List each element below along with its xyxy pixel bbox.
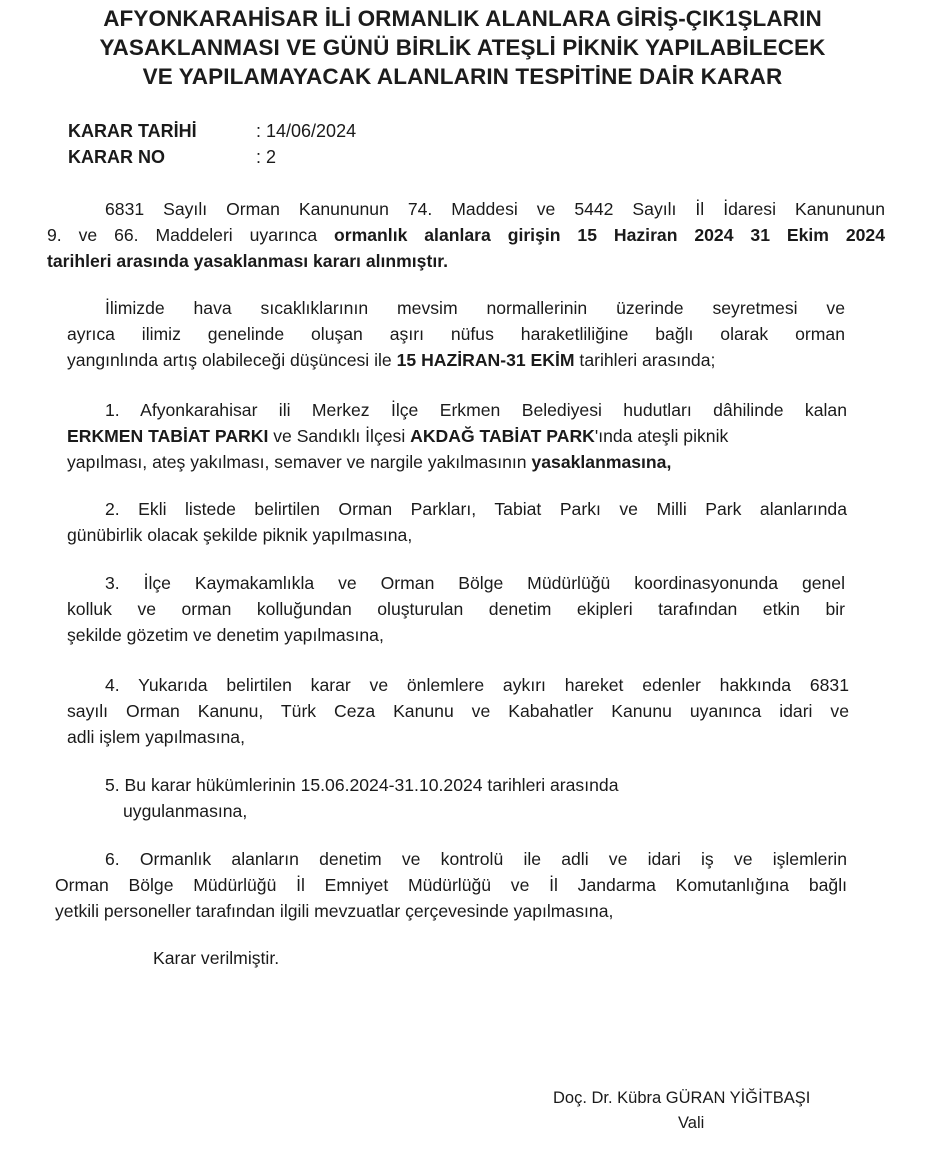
text-run: tarihleri arasında; [574,350,716,370]
highlighted-text: ERKMEN TABİAT PARKI [67,426,269,446]
item-4 [67,672,849,750]
text-line: yetkili personeller tarafından ilgili mevzuatlar çerçevesinde yapılmasına, [55,901,614,921]
title-line: YASAKLANMASI VE GÜNÜ BİRLİK ATEŞLİ PİKNİK YAPILABİLECEK [99,35,826,60]
text-run: ve Sandıklı İlçesi [268,426,411,446]
text-line: 2. Ekli listede belirtilen Orman Parkları, Tabiat Parkı ve Milli Park alanlarında [105,499,847,519]
signatory-title: Vali [678,1114,705,1132]
text-line: 5. Bu karar hükümlerinin 15.06.2024-31.10.2024 tarihleri arasında [105,775,619,795]
title-line: VE YAPILAMAYACAK ALANLARIN TESPİTİNE DAİR KARAR [142,64,783,89]
item-2 [67,496,847,548]
text-line [67,347,845,373]
text-line: günübirlik olacak şekilde piknik yapılmasına, [67,525,413,545]
text-line: ayrıca ilimiz genelinde oluşan aşırı nüfus haraketliliğine bağlı olarak orman [67,324,845,344]
text-line [47,222,885,248]
item-1 [67,397,847,475]
intro-paragraph [47,196,885,274]
highlighted-text: yasaklanmasına, [531,452,672,472]
item-3 [67,570,845,648]
highlighted-text: 15 HAZİRAN-31 EKİM [396,350,575,370]
text-line: 1. Afyonkarahisar ili Merkez İlçe Erkmen Belediyesi hudutları dâhilinde kalan [105,400,847,420]
highlighted-text: ormanlık alanlara girişin 15 Haziran 2024 31 Ekim 2024 [334,225,886,245]
highlighted-text: AKDAĞ TABİAT PARK [410,426,595,446]
text-line: uygulanmasına, [123,801,248,821]
item-5 [105,772,805,824]
text-line: şekilde gözetim ve denetim yapılmasına, [67,625,384,645]
text-line: İlimizde hava sıcaklıklarının mevsim normallerinin üzerinde seyretmesi ve [105,298,845,318]
signatory-name: Doç. Dr. Kübra GÜRAN YİĞİTBAŞI [553,1089,811,1107]
decision-date-row [68,118,356,144]
text-line: 6. Ormanlık alanların denetim ve kontrolü ile adli ve idari iş ve işlemlerin [105,849,847,869]
item-6 [55,846,847,924]
text-run: 9. ve 66. Maddeleri uyarınca [47,225,335,245]
document-title [40,4,885,91]
text-run: yapılması, ateş yakılması, semaver ve nargile yakılmasının [67,452,532,472]
text-run: 'ında ateşli piknik [594,426,729,446]
title-line: AFYONKARAHİSAR İLİ ORMANLIK ALANLARA GİRİŞ-ÇIK1ŞLARIN [103,6,822,31]
text-line: 4. Yukarıda belirtilen karar ve önlemlere aykırı hareket edenler hakkında 6831 [105,675,849,695]
text-line: adli işlem yapılmasına, [67,727,245,747]
text-line: sayılı Orman Kanunu, Türk Ceza Kanunu ve Kabahatler Kanunu uyanınca idari ve [67,701,849,721]
text-line: Karar verilmiştir. [153,948,280,968]
text-line: 3. İlçe Kaymakamlıkla ve Orman Bölge Müdürlüğü koordinasyonunda genel [105,573,845,593]
decision-date-value: : 14/06/2024 [256,121,357,141]
context-paragraph [67,295,845,373]
decision-number-row [68,144,356,170]
highlighted-text: tarihleri arasında yasaklanması kararı alınmıştır. [47,251,448,271]
text-line [67,423,847,449]
decision-number-value: : 2 [256,147,277,167]
text-line [67,449,847,475]
decision-number-label: KARAR NO [68,147,165,167]
text-run: yangınlında artış olabileceği düşüncesi ile [67,350,397,370]
closing-statement [153,945,553,971]
text-line: Orman Bölge Müdürlüğü İl Emniyet Müdürlüğü ve İl Jandarma Komutanlığına bağlı [55,875,847,895]
decision-date-label: KARAR TARİHİ [68,121,197,141]
text-line: 6831 Sayılı Orman Kanununun 74. Maddesi ve 5442 Sayılı İl İdaresi Kanununun [105,199,885,219]
text-line: kolluk ve orman kolluğundan oluşturulan denetim ekipleri tarafından etkin bir [67,599,845,619]
text-line [47,248,885,274]
decision-meta [68,118,356,170]
